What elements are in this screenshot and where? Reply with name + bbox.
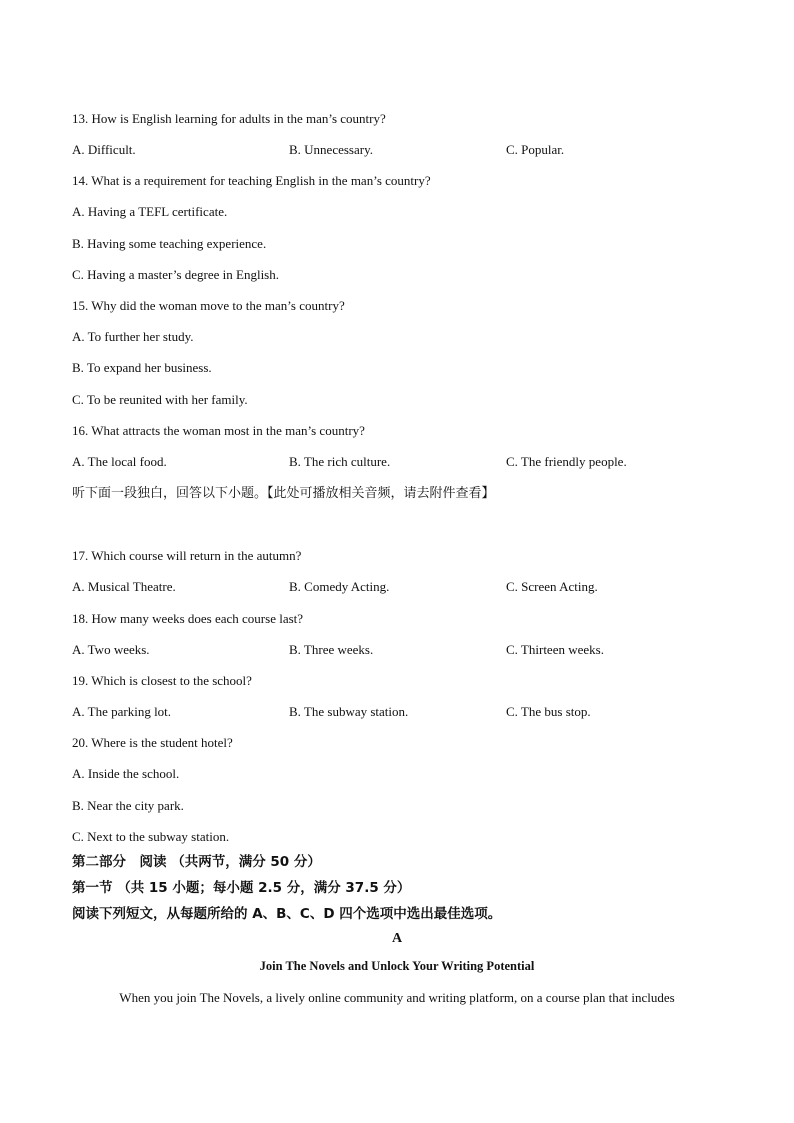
question-13-option-c: C. Popular.: [506, 142, 565, 157]
question-18-option-c: C. Thirteen weeks.: [506, 642, 604, 657]
question-20-option-b: B. Near the city park.: [72, 798, 184, 813]
reading-instruction: 阅读下列短文，从每题所给的 A、B、C、D 四个选项中选出最佳选项。: [72, 906, 502, 922]
question-20-stem: 20. Where is the student hotel?: [72, 735, 233, 750]
question-19-option-a: A. The parking lot.: [72, 704, 172, 719]
question-14-stem: 14. What is a requirement for teaching English in the man’s country?: [72, 173, 431, 188]
question-17-option-c: C. Screen Acting.: [506, 579, 598, 594]
question-17-stem: 17. Which course will return in the autumn?: [72, 548, 302, 563]
subsection-title: 第一节 （共 15 小题；每小题 2.5 分，满分 37.5 分）: [72, 880, 411, 896]
question-13-option-a: A. Difficult.: [72, 142, 136, 157]
question-16-stem: 16. What attracts the woman most in the man’s country?: [72, 423, 365, 438]
question-16-option-c: C. The friendly people.: [506, 454, 627, 469]
question-14-option-c: C. Having a master’s degree in English.: [72, 267, 279, 282]
question-13-stem: 13. How is English learning for adults in the man’s country?: [72, 111, 386, 126]
question-19-stem: 19. Which is closest to the school?: [72, 673, 252, 688]
passage-letter: A: [391, 931, 403, 946]
question-13-option-b: B. Unnecessary.: [289, 142, 373, 157]
question-15-stem: 15. Why did the woman move to the man’s country?: [72, 298, 345, 313]
question-19-option-c: C. The bus stop.: [506, 704, 591, 719]
question-17-option-b: B. Comedy Acting.: [289, 579, 390, 594]
section-title: 第二部分 阅读 （共两节，满分 50 分）: [72, 854, 321, 870]
passage-title: Join The Novels and Unlock Your Writing Potential: [259, 959, 535, 973]
question-18-stem: 18. How many weeks does each course last?: [72, 611, 304, 626]
question-18-option-a: A. Two weeks.: [72, 642, 150, 657]
question-18-option-b: B. Three weeks.: [289, 642, 374, 657]
question-16-option-a: A. The local food.: [72, 454, 167, 469]
question-14-option-a: A. Having a TEFL certificate.: [72, 204, 228, 219]
listening-instruction: 听下面一段独白，回答以下小题。【此处可播放相关音频，请去附件查看】: [72, 486, 495, 501]
question-17-option-a: A. Musical Theatre.: [72, 579, 176, 594]
question-15-option-b: B. To expand her business.: [72, 360, 212, 375]
question-15-option-a: A. To further her study.: [72, 329, 194, 344]
question-20-option-a: A. Inside the school.: [72, 766, 180, 781]
question-20-option-c: C. Next to the subway station.: [72, 829, 230, 844]
question-14-option-b: B. Having some teaching experience.: [72, 236, 267, 251]
question-15-option-c: C. To be reunited with her family.: [72, 392, 248, 407]
question-16-option-b: B. The rich culture.: [289, 454, 391, 469]
passage-first-line: When you join The Novels, a lively online community and writing platform, on a course plan that includes: [119, 990, 675, 1005]
question-19-option-b: B. The subway station.: [289, 704, 409, 719]
